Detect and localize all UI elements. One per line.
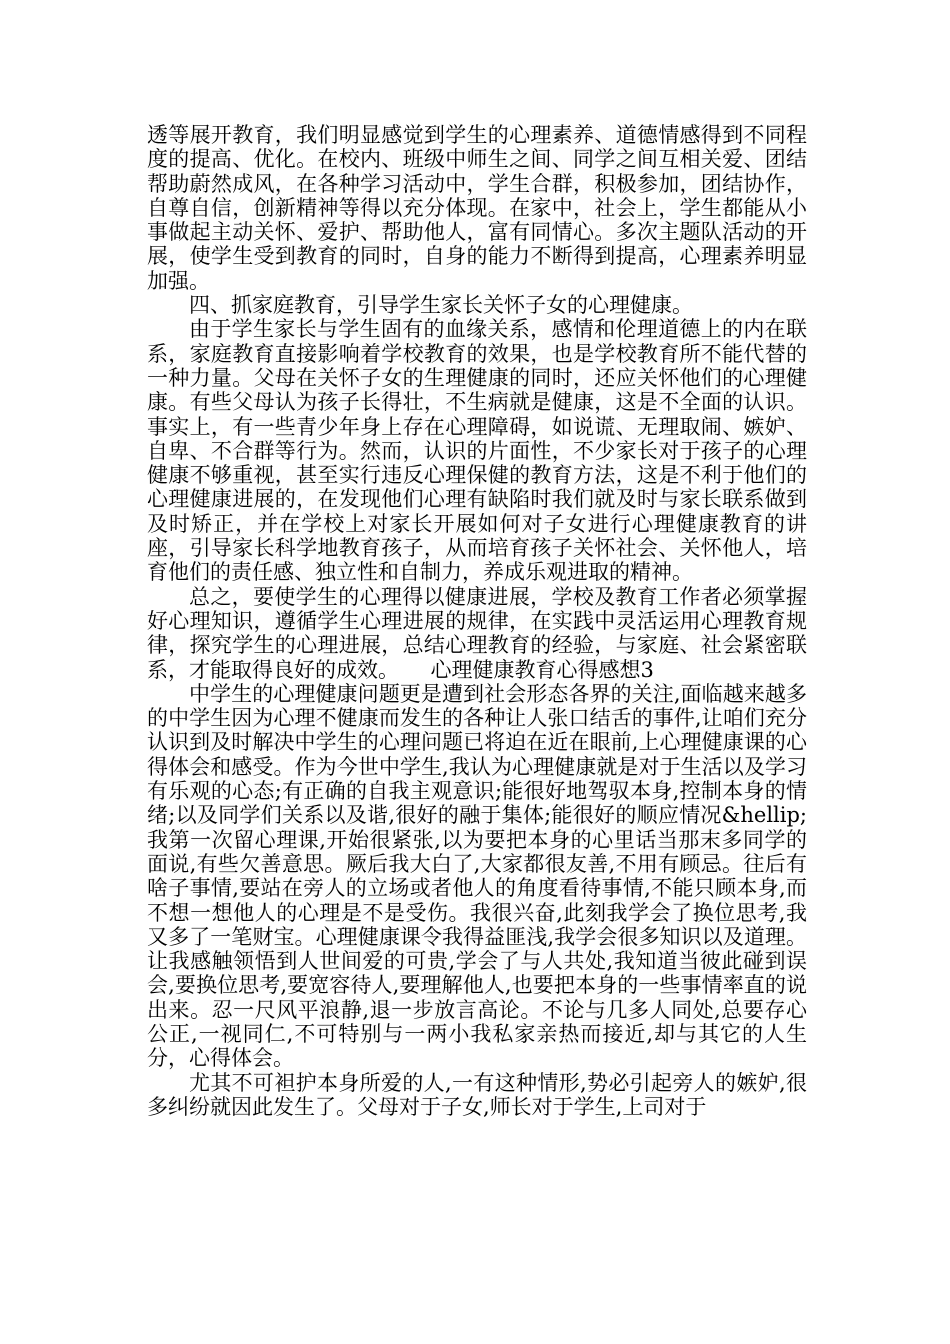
- paragraph-1: 透等展开教育，我们明显感觉到学生的心理素养、道德情感得到不同程度的提高、优化。在校内、班级中师生之间、同学之间互相关爱、团结帮助蔚然成风，在各种学习活动中，学生合群，积极参加，团结协作，自尊自信，创新精神等得以充分体现。在家中，社会上，学生都能从小事做起主动关怀、爱护、帮助他人，富有同情心。多次主题队活动的开展，使学生受到教育的同时，自身的能力不断得到提高，心理素养明显加强。: [147, 123, 807, 293]
- document-body: [147, 123, 807, 1119]
- paragraph-5: 中学生的心理健康问题更是遭到社会形态各界的关注,面临越来越多的中学生因为心理不健康而发生的各种让人张口结舌的事件,让咱们充分认识到及时解决中学生的心理问题已将迫在近在眼前,上心理健康课的心得体会和感受。作为今世中学生,我认为心理健康就是对于生活以及学习有乐观的心态;有正确的自我主观意识;能很好地驾驭本身,控制本身的情绪;以及同学们关系以及谐,很好的融于集体;能很好的顺应情况&hellip;我第一次留心理课,开始很紧张,以为要把本身的心里话当那末多同学的面说,有些欠善意思。厥后我大白了,大家都很友善,不用有顾忌。往后有啥子事情,要站在旁人的立场或者他人的角度看待事情,不能只顾本身,而不想一想他人的心理是不是受伤。我很兴奋,此刻我学会了换位思考,我又多了一笔财宝。心理健康课令我得益匪浅,我学会很多知识以及道理。让我感触领悟到人世间爱的可贵,学会了与人共处,我知道当彼此碰到误会,要换位思考,要宽容待人,要理解他人,也要把本身的一些事情率直的说出来。忍一尺风平浪静,退一步放言高论。不论与几多人同处,总要存心公正,一视同仁,不可特别与一两小我私家亲热而接近,却与其它的人生分，心得体会。: [147, 681, 807, 1071]
- paragraph-3: 由于学生家长与学生固有的血缘关系，感情和伦理道德上的内在联系，家庭教育直接影响着学校教育的效果，也是学校教育所不能代替的一种力量。父母在关怀子女的生理健康的同时，还应关怀他们的心理健康。有些父母认为孩子长得壮，不生病就是健康，这是不全面的认识。事实上，有一些青少年身上存在心理障碍，如说谎、无理取闹、嫉妒、自卑、不合群等行为。然而，认识的片面性，不少家长对于孩子的心理健康不够重视，甚至实行违反心理保健的教育方法，这是不利于他们的心理健康进展的，在发现他们心理有缺陷时我们就及时与家长联系做到及时矫正，并在学校上对家长开展如何对子女进行心理健康教育的讲座，引导家长科学地教育孩子，从而培育孩子关怀社会、关怀他人，培育他们的责任感、独立性和自制力，养成乐观进取的精神。: [147, 317, 807, 585]
- paragraph-6: 尤其不可袒护本身所爱的人,一有这种情形,势必引起旁人的嫉妒,很多纠纷就因此发生了。父母对于子女,师长对于学生,上司对于: [147, 1070, 807, 1119]
- paragraph-4: 总之，要使学生的心理得以健康进展，学校及教育工作者必须掌握好心理知识，遵循学生心理进展的规律，在实践中灵活运用心理教育规律，探究学生的心理进展，总结心理教育的经验，与家庭、社会紧密联系，才能取得良好的成效。 心理健康教育心得感想3: [147, 584, 807, 682]
- section-heading-four: 四、抓家庭教育，引导学生家长关怀子女的心理健康。: [189, 293, 693, 318]
